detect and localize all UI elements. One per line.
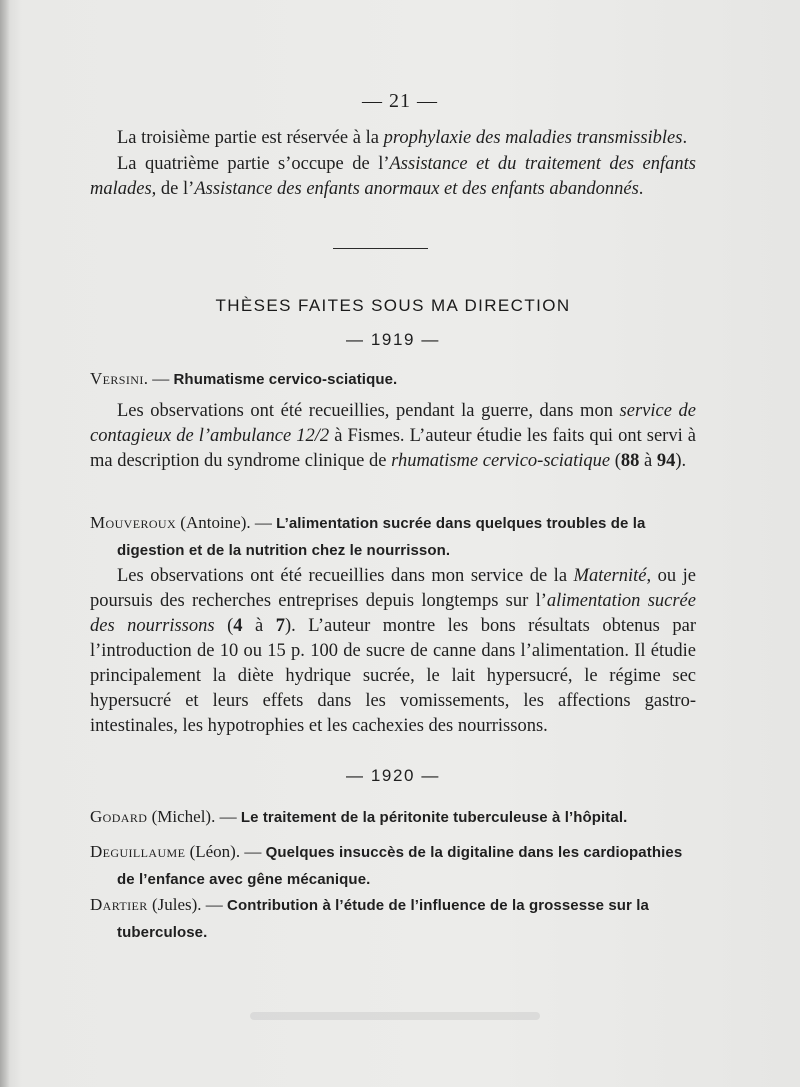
- entry-mouveroux: Mouveroux (Antoine). — L’alimentation sucrée dans quelques troubles de la digestion et de la nutrition chez le nourrisson.: [90, 513, 646, 559]
- intro-paragraph-2: La quatrième partie s’occupe de l’Assistance et du traitement des enfants malades, de l’Assistance des enfants anormaux et des enfants abandonnés.: [90, 154, 696, 199]
- entry-godard: Godard (Michel). — Le traitement de la péritonite tuberculeuse à l’hôpital.: [90, 807, 628, 826]
- entry-author: Dartier: [90, 895, 148, 914]
- page-gutter-shadow: [0, 0, 10, 1087]
- entry-title: L’alimentation sucrée dans quelques troubles de la digestion et de la nutrition chez le nourrisson.: [117, 515, 646, 559]
- entry-title: Quelques insuccès de la digitaline dans les cardiopathies de l’enfance avec gêne mécanique.: [117, 844, 683, 888]
- year-heading-1919: — 1919 —: [345, 330, 441, 349]
- mouveroux-paragraph: Les observations ont été recueillies dans mon service de la Maternité, ou je poursuis des recherches entreprises depuis longtemps sur l’alimentation sucrée des nourrissons (4 à 7). L’auteur montre les bons résultats obtenus par l’introduction de 10 ou 15 p. 100 de sucre de canne dans l’alimentation. Il étudie principalement la diète hydrique sucrée, le lait hypersucré, le régime sec hypersucré et leurs effets dans les vomissements, les affections gastro-intestinales, les hypotrophies et les cachexies des nourrissons.: [90, 566, 696, 736]
- entry-author: Godard: [90, 807, 148, 826]
- entry-deguillaume: Deguillaume (Léon). — Quelques insuccès de la digitaline dans les cardiopathies de l’enfance avec gêne mécanique.: [90, 842, 683, 888]
- versini-paragraph: Les observations ont été recueillies, pendant la guerre, dans mon service de contagieux de l’ambulance 12/2 à Fismes. L’auteur étudie les faits qui ont servi à ma description du syndrome clinique de rhumatisme cervico-sciatique (88 à 94).: [90, 401, 696, 471]
- faded-printer-mark: [250, 1012, 540, 1020]
- entry-author: Mouveroux: [90, 513, 177, 532]
- intro-paragraph-1: La troisième partie est réservée à la prophylaxie des maladies transmissibles.: [117, 128, 688, 148]
- entry-title: Contribution à l’étude de l’influence de la grossesse sur la tuberculose.: [117, 897, 649, 941]
- section-heading: THÈSES FAITES SOUS MA DIRECTION: [215, 296, 571, 315]
- entry-title: Rhumatisme cervico-sciatique.: [173, 371, 398, 388]
- entry-author: Deguillaume: [90, 842, 186, 861]
- year-heading-1920: — 1920 —: [345, 766, 441, 785]
- entry-author: Versini: [90, 369, 144, 388]
- intro-section: [90, 126, 696, 202]
- entry-versini: Versini. — Rhumatisme cervico-sciatique.: [90, 369, 398, 388]
- page-number: — 21 —: [362, 90, 438, 112]
- entry-dartier: Dartier (Jules). — Contribution à l’étude de l’influence de la grossesse sur la tuberculose.: [90, 895, 649, 941]
- section-divider: [333, 248, 428, 249]
- entry-title: Le traitement de la péritonite tuberculeuse à l’hôpital.: [240, 809, 628, 826]
